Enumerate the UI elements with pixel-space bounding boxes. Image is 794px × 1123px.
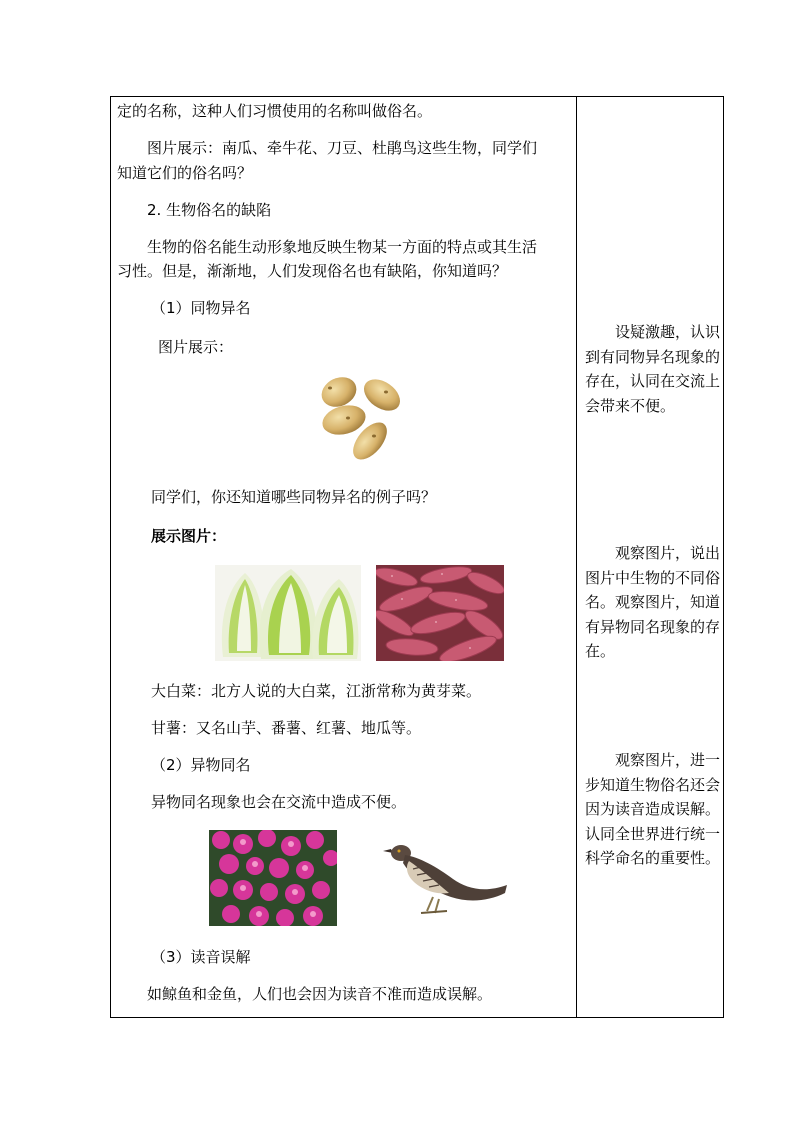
paragraph-sweet-potato: 甘薯：又名山芋、番薯、红薯、地瓜等。: [151, 719, 422, 737]
paragraph-other-examples: 同学们，你还知道哪些同物异名的例子吗？: [151, 488, 437, 506]
napa-cabbage-image: [215, 565, 361, 661]
side-note-design-intent-3: 观察图片，进一步知道生物俗名还会因为读音造成误解。认同全世界进行统一科学命名的重要性。: [585, 751, 721, 867]
paragraph-defects-1: 生物的俗名能生动形象地反映生物某一方面的特点或其生活: [147, 238, 538, 256]
subheading-different-things-same-name: （2）异物同名: [151, 756, 251, 774]
side-note-design-intent-1: 设疑激趣，认识到有同物异名现象的存在，认同在交流上会带来不便。: [585, 323, 721, 415]
column-divider: [576, 97, 577, 1017]
side-note-design-intent-2: 观察图片，说出图片中生物的不同俗名。观察图片，知道有异物同名现象的存在。: [585, 544, 721, 660]
paragraph-whale-goldfish: 如鲸鱼和金鱼，人们也会因为读音不准而造成误解。: [147, 985, 493, 1003]
picture-show-label: 图片展示：: [158, 338, 234, 356]
sweet-potato-image: [376, 565, 504, 661]
cuckoo-bird-image: [377, 839, 511, 925]
potatoes-image: [316, 370, 408, 466]
paragraph-picture-intro-2: 知道它们的俗名吗？: [117, 164, 253, 182]
azalea-flowers-image: [209, 830, 337, 926]
subheading-same-thing-different-names: （1）同物异名: [151, 299, 251, 317]
section-heading-defects: 2. 生物俗名的缺陷: [147, 201, 272, 219]
paragraph-same-name-inconvenience: 异物同名现象也会在交流中造成不便。: [151, 793, 407, 811]
show-pictures-bold-label: 展示图片：: [151, 527, 227, 545]
lesson-table: [110, 96, 724, 1018]
paragraph-common-name: 定的名称，这种人们习惯使用的名称叫做俗名。: [117, 102, 433, 120]
subheading-pronunciation-misunderstanding: （3）读音误解: [151, 948, 251, 966]
paragraph-napa-cabbage: 大白菜：北方人说的大白菜，江浙常称为黄芽菜。: [151, 682, 482, 700]
paragraph-defects-2: 习性。但是，渐渐地，人们发现俗名也有缺陷，你知道吗？: [117, 262, 508, 280]
paragraph-picture-intro-1: 图片展示：南瓜、牵牛花、刀豆、杜鹃鸟这些生物，同学们: [147, 139, 538, 157]
